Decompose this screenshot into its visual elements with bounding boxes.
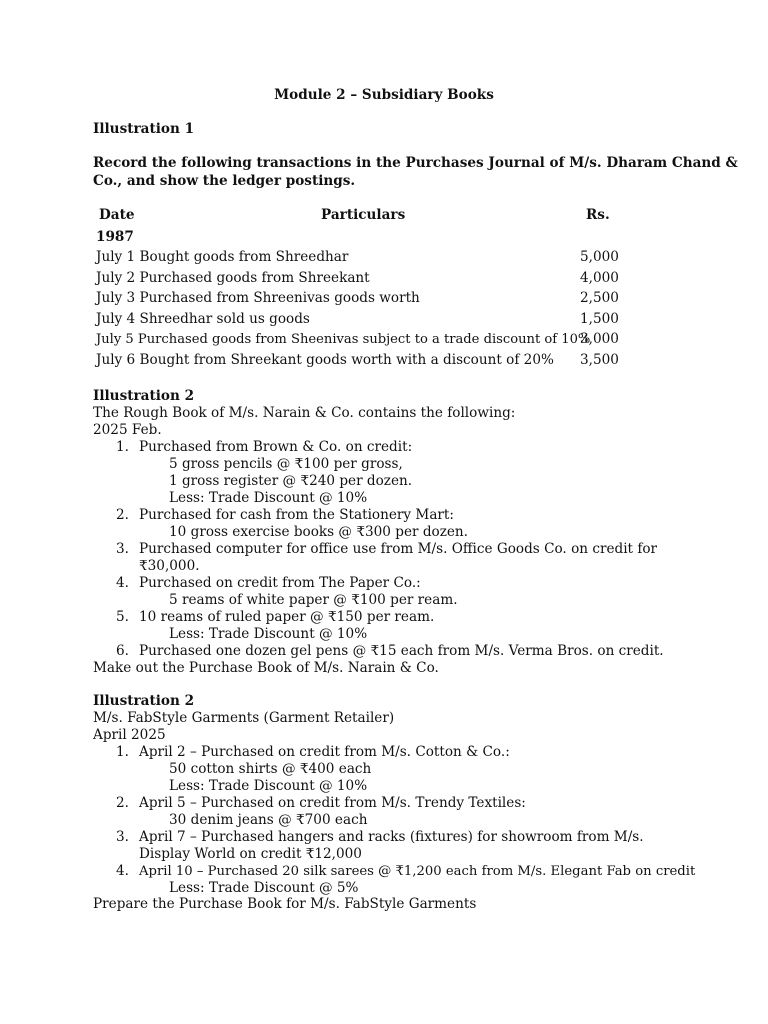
transaction-row-amount: 3,000 [580,331,619,347]
transaction-row-amount: 2,500 [580,290,619,306]
illustration-1-heading: Illustration 1 [93,121,195,137]
page-title: Module 2 – Subsidiary Books [274,87,494,103]
column-header-date: Date [99,207,135,223]
list-item-text: Purchased on credit from The Paper Co.: [139,575,421,591]
transaction-row-text: July 4 Shreedhar sold us goods [96,311,310,327]
list-item-number: 2. [116,507,129,523]
list-subitem: 50 cotton shirts @ ₹400 each [169,761,372,777]
list-subitem: 1 gross register @ ₹240 per dozen. [169,473,413,489]
transaction-row-amount: 5,000 [580,249,619,265]
transactions-year: 1987 [96,229,134,245]
list-item-number: 1. [116,439,129,455]
list-item-continuation: ₹30,000. [139,558,200,574]
transaction-row-amount: 3,500 [580,352,619,368]
column-header-particulars: Particulars [321,207,406,223]
list-subitem: 30 denim jeans @ ₹700 each [169,812,368,828]
transaction-row-text: July 6 Bought from Shreekant goods worth with a discount of 20% [96,352,554,368]
list-item-text: Purchased for cash from the Stationery Mart: [139,507,454,523]
illustration-1-instruction-line2: Co., and show the ledger postings. [93,173,356,189]
list-item-text: Purchased computer for office use from M/s. Office Goods Co. on credit for [139,541,658,557]
column-header-rs: Rs. [586,207,610,223]
illustration-3-closing: Prepare the Purchase Book for M/s. FabStyle Garments [93,896,477,912]
illustration-3-heading: Illustration 2 [93,693,195,709]
transaction-row-text: July 1 Bought goods from Shreedhar [96,249,349,265]
transaction-row-text: July 2 Purchased goods from Shreekant [96,270,370,286]
list-item-number: 1. [116,744,129,760]
list-item-number: 5. [116,609,129,625]
list-item-number: 3. [116,829,129,845]
illustration-2-heading: Illustration 2 [93,388,195,404]
list-item-number: 2. [116,795,129,811]
list-item-text: April 7 – Purchased hangers and racks (fixtures) for showroom from M/s. [139,829,644,845]
illustration-3-date: April 2025 [93,727,166,743]
transaction-row-text: July 5 Purchased goods from Sheenivas subject to a trade discount of 10% [96,332,591,347]
list-item-number: 4. [116,575,129,591]
transaction-row-text: July 3 Purchased from Shreenivas goods worth [96,290,420,306]
list-item-number: 6. [116,643,129,659]
illustration-1-instruction-line1: Record the following transactions in the Purchases Journal of M/s. Dharam Chand & [93,155,738,171]
illustration-2-date: 2025 Feb. [93,422,162,438]
transaction-row-amount: 1,500 [580,311,619,327]
list-subitem: 5 gross pencils @ ₹100 per gross, [169,456,403,472]
list-item-text: 10 reams of ruled paper @ ₹150 per ream. [139,609,435,625]
illustration-3-intro: M/s. FabStyle Garments (Garment Retailer) [93,710,395,726]
list-item-number: 4. [116,863,129,879]
list-subitem: 5 reams of white paper @ ₹100 per ream. [169,592,458,608]
transaction-row-amount: 4,000 [580,270,619,286]
list-subitem: Less: Trade Discount @ 10% [169,490,368,506]
list-subitem: 10 gross exercise books @ ₹300 per dozen. [169,524,469,540]
illustration-2-closing: Make out the Purchase Book of M/s. Narain & Co. [93,660,439,676]
list-item-continuation: Display World on credit ₹12,000 [139,846,362,862]
list-item-text: April 10 – Purchased 20 silk sarees @ ₹1,200 each from M/s. Elegant Fab on credit [139,864,696,879]
list-subitem: Less: Trade Discount @ 10% [169,626,368,642]
list-item-text: Purchased from Brown & Co. on credit: [139,439,413,455]
list-subitem: Less: Trade Discount @ 10% [169,778,368,794]
list-item-text: April 5 – Purchased on credit from M/s. Trendy Textiles: [139,795,526,811]
list-item-number: 3. [116,541,129,557]
illustration-2-intro: The Rough Book of M/s. Narain & Co. contains the following: [93,405,516,421]
list-subitem: Less: Trade Discount @ 5% [169,880,359,896]
list-item-text: April 2 – Purchased on credit from M/s. Cotton & Co.: [139,744,510,760]
list-item-text: Purchased one dozen gel pens @ ₹15 each from M/s. Verma Bros. on credit. [139,643,664,659]
